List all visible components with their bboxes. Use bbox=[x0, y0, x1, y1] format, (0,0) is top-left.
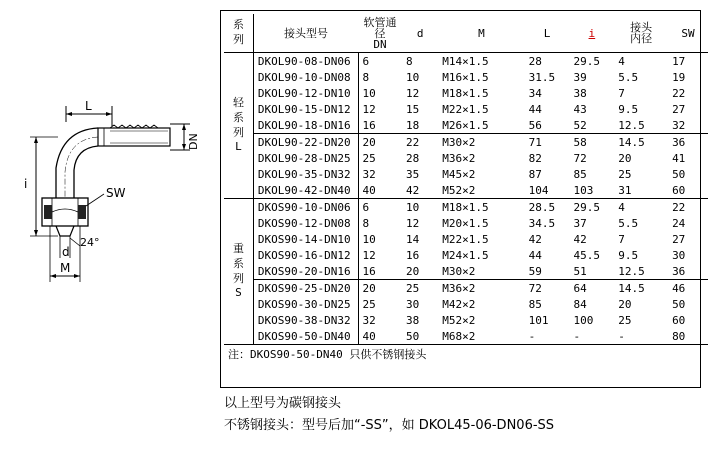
cell-model: DKOS90-12-DN08 bbox=[253, 215, 358, 231]
cell-d: 16 bbox=[406, 248, 420, 262]
cell-bore: 12.5 bbox=[614, 117, 668, 134]
header-dn-text: 软管通径 DN bbox=[363, 15, 397, 51]
table-row bbox=[224, 312, 708, 328]
cell-dn: 40 bbox=[358, 182, 402, 199]
cell-i: 58 bbox=[573, 135, 587, 149]
cell-l: - bbox=[525, 328, 570, 345]
cell-m: M68×2 bbox=[438, 328, 524, 345]
cell-i: 64 bbox=[573, 281, 587, 295]
cell-bore: 4 bbox=[618, 200, 625, 214]
cell-l: 42 bbox=[528, 232, 542, 246]
footnote-stainless: 不锈钢接头：型号后加“-SS”，如 DKOL45-06-DN06-SS bbox=[224, 418, 555, 433]
cell-model: DKOL90-35-DN32 bbox=[253, 166, 358, 182]
table-row bbox=[224, 280, 708, 297]
cell-sw: 22 bbox=[672, 200, 686, 214]
cell-l: 44 bbox=[528, 248, 542, 262]
cell-d: 15 bbox=[406, 102, 420, 116]
cell-i: 52 bbox=[569, 117, 614, 134]
header-model: 接头型号 bbox=[253, 14, 358, 53]
cell-bore: 5.5 bbox=[618, 70, 639, 84]
cell-dn: 12 bbox=[362, 248, 376, 262]
table-row bbox=[224, 134, 708, 151]
cell-d: 38 bbox=[406, 313, 420, 327]
cell-m: M30×2 bbox=[442, 135, 476, 149]
cell-m: M36×2 bbox=[442, 151, 476, 165]
cell-model: DKOL90-10-DN08 bbox=[253, 69, 358, 85]
cell-sw: 60 bbox=[668, 182, 708, 199]
cell-i: 100 bbox=[573, 313, 594, 327]
cell-model: DKOS90-30-DN25 bbox=[253, 296, 358, 312]
fitting-drawing bbox=[0, 0, 220, 300]
table-row bbox=[224, 101, 708, 117]
cell-sw: 17 bbox=[672, 54, 686, 68]
cell-model: DKOL90-42-DN40 bbox=[253, 182, 358, 199]
cell-l: 28.5 bbox=[528, 200, 556, 214]
cell-model: DKOS90-16-DN12 bbox=[253, 247, 358, 263]
cell-m: M14×1.5 bbox=[442, 54, 489, 68]
cell-model: DKOS90-10-DN06 bbox=[253, 199, 358, 216]
cell-i: 43 bbox=[573, 102, 587, 116]
cell-sw: 24 bbox=[672, 216, 686, 230]
cell-i: 42 bbox=[573, 232, 587, 246]
cell-dn: 20 bbox=[362, 281, 376, 295]
cell-d: 22 bbox=[406, 135, 420, 149]
cell-bore: 14.5 bbox=[618, 135, 645, 149]
cell-d: 35 bbox=[406, 167, 420, 181]
cell-bore: 4 bbox=[618, 54, 625, 68]
header-bore-text: 接头 内径 bbox=[630, 21, 653, 45]
table-row bbox=[224, 69, 708, 85]
cell-m: M26×1.5 bbox=[438, 117, 524, 134]
table-row bbox=[224, 53, 708, 70]
cell-m: M45×2 bbox=[442, 167, 476, 181]
table-row bbox=[224, 328, 708, 345]
header-d: d bbox=[402, 14, 438, 53]
table-row bbox=[224, 182, 708, 199]
cell-l: 34 bbox=[528, 86, 542, 100]
cell-bore: 25 bbox=[618, 167, 632, 181]
cell-m: M36×2 bbox=[442, 281, 476, 295]
cell-d: 14 bbox=[406, 232, 420, 246]
cell-dn: 6 bbox=[362, 200, 370, 214]
cell-l: 101 bbox=[528, 313, 549, 327]
cell-m: M22×1.5 bbox=[442, 102, 489, 116]
cell-dn: 25 bbox=[362, 151, 376, 165]
cell-bore: 9.5 bbox=[618, 102, 639, 116]
label-L: L bbox=[85, 99, 92, 113]
label-d: d bbox=[62, 245, 70, 259]
cell-m: M30×2 bbox=[438, 263, 524, 280]
cell-d: 30 bbox=[406, 297, 420, 311]
cell-d: 8 bbox=[406, 54, 413, 68]
cell-model: DKOL90-15-DN12 bbox=[253, 101, 358, 117]
cell-model: DKOS90-25-DN20 bbox=[253, 280, 358, 297]
cell-dn: 25 bbox=[362, 297, 376, 311]
cell-bore: 12.5 bbox=[614, 263, 668, 280]
header-bore bbox=[614, 14, 668, 53]
cell-dn: 16 bbox=[358, 263, 402, 280]
cell-dn: 8 bbox=[362, 216, 370, 230]
table-row bbox=[224, 231, 708, 247]
cell-d: 10 bbox=[406, 70, 420, 84]
cell-bore: 20 bbox=[618, 151, 632, 165]
cell-m: M52×2 bbox=[438, 182, 524, 199]
header-sw: SW bbox=[668, 14, 708, 53]
cell-model: DKOL90-12-DN10 bbox=[253, 85, 358, 101]
cell-sw: 36 bbox=[672, 135, 686, 149]
cell-m: M22×1.5 bbox=[442, 232, 489, 246]
cell-d: 10 bbox=[406, 200, 420, 214]
table-row bbox=[224, 215, 708, 231]
cell-l: 44 bbox=[528, 102, 542, 116]
cell-d: 18 bbox=[402, 117, 438, 134]
cell-i: 103 bbox=[569, 182, 614, 199]
label-i: i bbox=[24, 177, 28, 191]
cell-bore: 5.5 bbox=[618, 216, 639, 230]
cell-d: 25 bbox=[406, 281, 420, 295]
cell-i: 37 bbox=[573, 216, 587, 230]
cell-l: 85 bbox=[528, 297, 542, 311]
cell-i: - bbox=[569, 328, 614, 345]
cell-m: M18×1.5 bbox=[442, 200, 489, 214]
cell-l: 87 bbox=[528, 167, 542, 181]
cell-i: 45.5 bbox=[573, 248, 600, 262]
header-i bbox=[569, 14, 614, 53]
cell-i: 72 bbox=[573, 151, 587, 165]
series-cell: 轻 系 列 L bbox=[224, 53, 253, 199]
cell-l: 72 bbox=[528, 281, 542, 295]
cell-model: DKOS90-14-DN10 bbox=[253, 231, 358, 247]
label-DN: DN bbox=[187, 133, 200, 150]
table-row bbox=[224, 199, 708, 216]
cell-l: 56 bbox=[525, 117, 570, 134]
cell-sw: 22 bbox=[672, 86, 686, 100]
cell-dn: 32 bbox=[362, 167, 376, 181]
header-l: L bbox=[525, 14, 570, 53]
cell-i: 85 bbox=[573, 167, 587, 181]
cell-bore: 7 bbox=[618, 86, 625, 100]
table-row bbox=[224, 150, 708, 166]
cell-m: M20×1.5 bbox=[442, 216, 489, 230]
note-row bbox=[224, 345, 708, 364]
cell-sw: 27 bbox=[672, 102, 686, 116]
cell-m: M18×1.5 bbox=[442, 86, 489, 100]
cell-model: DKOS90-38-DN32 bbox=[253, 312, 358, 328]
header-i-text: i bbox=[588, 26, 596, 40]
header-series bbox=[224, 14, 253, 53]
cell-bore: 9.5 bbox=[618, 248, 639, 262]
table-row bbox=[224, 296, 708, 312]
cell-i: 39 bbox=[573, 70, 587, 84]
cell-model: DKOL90-18-DN16 bbox=[253, 117, 358, 134]
cell-sw: 60 bbox=[672, 313, 686, 327]
cell-m: M16×1.5 bbox=[442, 70, 489, 84]
table-row bbox=[224, 117, 708, 134]
cell-bore: 14.5 bbox=[618, 281, 645, 295]
cell-sw: 41 bbox=[672, 151, 686, 165]
cell-model: DKOL90-28-DN25 bbox=[253, 150, 358, 166]
cell-d: 20 bbox=[402, 263, 438, 280]
cell-dn: 8 bbox=[362, 70, 370, 84]
table-row bbox=[224, 263, 708, 280]
header-row bbox=[224, 14, 708, 53]
cell-model: DKOL90-08-DN06 bbox=[253, 53, 358, 70]
cell-l: 104 bbox=[525, 182, 570, 199]
cell-d: 12 bbox=[406, 86, 420, 100]
cell-dn: 10 bbox=[362, 232, 376, 246]
cell-i: 29.5 bbox=[573, 200, 600, 214]
cell-dn: 32 bbox=[362, 313, 376, 327]
cell-i: 51 bbox=[569, 263, 614, 280]
header-m: M bbox=[438, 14, 524, 53]
cell-bore: 20 bbox=[618, 297, 632, 311]
cell-model: DKOL90-22-DN20 bbox=[253, 134, 358, 151]
cell-l: 59 bbox=[525, 263, 570, 280]
cell-bore: 7 bbox=[618, 232, 625, 246]
cell-i: 38 bbox=[573, 86, 587, 100]
cell-sw: 80 bbox=[668, 328, 708, 345]
cell-m: M24×1.5 bbox=[442, 248, 489, 262]
cell-sw: 32 bbox=[668, 117, 708, 134]
table-row bbox=[224, 166, 708, 182]
cell-sw: 50 bbox=[672, 297, 686, 311]
cell-l: 31.5 bbox=[528, 70, 556, 84]
cell-m: M42×2 bbox=[442, 297, 476, 311]
table-row bbox=[224, 247, 708, 263]
cell-m: M52×2 bbox=[442, 313, 476, 327]
label-SW: SW bbox=[106, 186, 126, 200]
cell-i: 84 bbox=[573, 297, 587, 311]
cell-model: DKOS90-20-DN16 bbox=[253, 263, 358, 280]
cell-l: 28 bbox=[528, 54, 542, 68]
cell-i: 29.5 bbox=[573, 54, 600, 68]
cell-dn: 6 bbox=[362, 54, 370, 68]
cell-d: 50 bbox=[402, 328, 438, 345]
spec-table bbox=[224, 14, 708, 363]
cell-dn: 12 bbox=[362, 102, 376, 116]
label-angle: 24° bbox=[80, 236, 100, 249]
header-series-text: 系 列 bbox=[232, 18, 244, 46]
cell-sw: 19 bbox=[672, 70, 686, 84]
cell-dn: 40 bbox=[358, 328, 402, 345]
cell-sw: 50 bbox=[672, 167, 686, 181]
cell-dn: 20 bbox=[362, 135, 376, 149]
label-M: M bbox=[60, 261, 71, 275]
cell-dn: 10 bbox=[362, 86, 376, 100]
cell-bore: 25 bbox=[618, 313, 632, 327]
cell-model: DKOS90-50-DN40 bbox=[253, 328, 358, 345]
cell-bore: 31 bbox=[614, 182, 668, 199]
footnote-carbon: 以上型号为碳钢接头 bbox=[224, 396, 342, 411]
table-note: 注：DKOS90-50-DN40 只供不锈钢接头 bbox=[228, 347, 427, 361]
table-row bbox=[224, 85, 708, 101]
cell-l: 34.5 bbox=[528, 216, 556, 230]
cell-d: 28 bbox=[406, 151, 420, 165]
cell-dn: 16 bbox=[358, 117, 402, 134]
cell-sw: 30 bbox=[672, 248, 686, 262]
cell-sw: 46 bbox=[672, 281, 686, 295]
cell-l: 82 bbox=[528, 151, 542, 165]
cell-sw: 36 bbox=[668, 263, 708, 280]
cell-d: 42 bbox=[402, 182, 438, 199]
cell-d: 12 bbox=[406, 216, 420, 230]
series-cell: 重 系 列 S bbox=[224, 199, 253, 345]
header-dn bbox=[358, 14, 402, 53]
cell-sw: 27 bbox=[672, 232, 686, 246]
cell-bore: - bbox=[614, 328, 668, 345]
cell-l: 71 bbox=[528, 135, 542, 149]
